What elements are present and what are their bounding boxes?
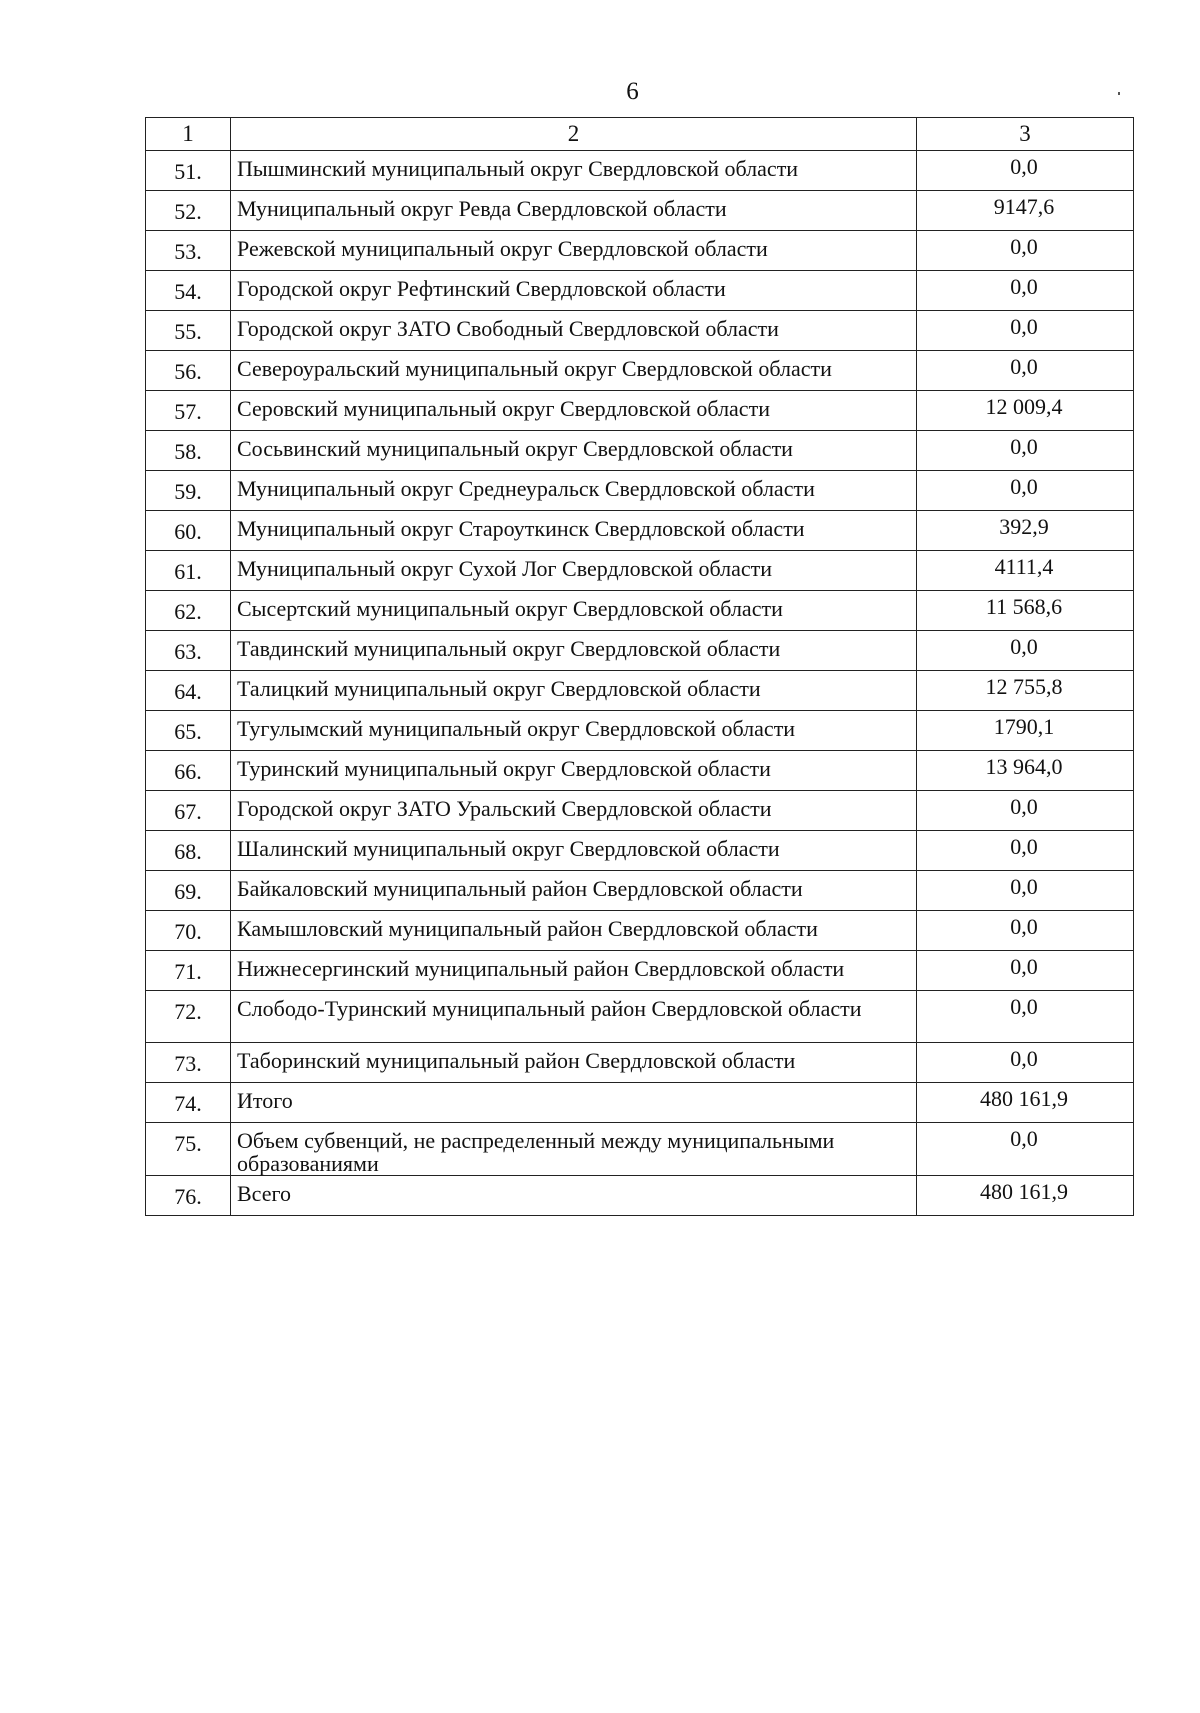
municipality-name: Городской округ Рефтинский Свердловской области — [231, 271, 917, 311]
row-number: 52. — [146, 191, 231, 231]
subvention-amount: 0,0 — [917, 951, 1134, 991]
table-row — [146, 911, 1134, 951]
table-row — [146, 631, 1134, 671]
row-number: 54. — [146, 271, 231, 311]
subvention-amount: 13 964,0 — [917, 751, 1134, 791]
column-header-value: 3 — [917, 118, 1134, 151]
table-row — [146, 351, 1134, 391]
municipality-name: Городской округ ЗАТО Уральский Свердловской области — [231, 791, 917, 831]
municipality-name: Муниципальный округ Староуткинск Свердловской области — [231, 511, 917, 551]
table-row — [146, 1176, 1134, 1216]
row-number: 63. — [146, 631, 231, 671]
municipality-name: Пышминский муниципальный округ Свердловской области — [231, 151, 917, 191]
row-number: 76. — [146, 1176, 231, 1216]
municipality-name: Объем субвенций, не распределенный между муниципальными образованиями — [231, 1123, 917, 1176]
municipality-name: Слободо-Туринский муниципальный район Свердловской области — [231, 991, 917, 1043]
municipality-name: Серовский муниципальный округ Свердловской области — [231, 391, 917, 431]
table-body — [146, 151, 1134, 1216]
row-number: 69. — [146, 871, 231, 911]
row-number: 53. — [146, 231, 231, 271]
column-header-name: 2 — [231, 118, 917, 151]
table-row — [146, 951, 1134, 991]
municipality-name: Североуральский муниципальный округ Свердловской области — [231, 351, 917, 391]
subvention-amount: 0,0 — [917, 351, 1134, 391]
municipality-name: Тавдинский муниципальный округ Свердловской области — [231, 631, 917, 671]
table-row — [146, 231, 1134, 271]
table-row — [146, 711, 1134, 751]
row-number: 70. — [146, 911, 231, 951]
municipality-name: Тугулымский муниципальный округ Свердловской области — [231, 711, 917, 751]
column-header-number: 1 — [146, 118, 231, 151]
row-number: 66. — [146, 751, 231, 791]
subvention-amount: 480 161,9 — [917, 1176, 1134, 1216]
table-row — [146, 1123, 1134, 1176]
table-header-row — [146, 118, 1134, 151]
table-row — [146, 791, 1134, 831]
table-row — [146, 471, 1134, 511]
row-number: 65. — [146, 711, 231, 751]
municipality-name: Муниципальный округ Сухой Лог Свердловской области — [231, 551, 917, 591]
table-row — [146, 431, 1134, 471]
table-row — [146, 271, 1134, 311]
subvention-amount: 9147,6 — [917, 191, 1134, 231]
table-row — [146, 751, 1134, 791]
row-number: 62. — [146, 591, 231, 631]
row-number: 55. — [146, 311, 231, 351]
row-number: 68. — [146, 831, 231, 871]
municipality-name: Камышловский муниципальный район Свердловской области — [231, 911, 917, 951]
municipality-name: Городской округ ЗАТО Свободный Свердловской области — [231, 311, 917, 351]
subvention-amount: 0,0 — [917, 431, 1134, 471]
subvention-amount: 0,0 — [917, 1123, 1134, 1176]
municipality-name: Нижнесергинский муниципальный район Свердловской области — [231, 951, 917, 991]
row-number: 72. — [146, 991, 231, 1043]
municipality-name: Талицкий муниципальный округ Свердловской области — [231, 671, 917, 711]
municipality-name: Сосьвинский муниципальный округ Свердловской области — [231, 431, 917, 471]
row-number: 57. — [146, 391, 231, 431]
row-number: 61. — [146, 551, 231, 591]
table-row — [146, 671, 1134, 711]
subvention-table — [145, 117, 1134, 1216]
table-row — [146, 1083, 1134, 1123]
municipality-name: Таборинский муниципальный район Свердловской области — [231, 1043, 917, 1083]
subvention-amount: 12 755,8 — [917, 671, 1134, 711]
row-number: 51. — [146, 151, 231, 191]
subvention-amount: 0,0 — [917, 791, 1134, 831]
row-number: 58. — [146, 431, 231, 471]
row-number: 60. — [146, 511, 231, 551]
municipality-name: Режевской муниципальный округ Свердловской области — [231, 231, 917, 271]
subvention-amount: 0,0 — [917, 1043, 1134, 1083]
table-row — [146, 391, 1134, 431]
subvention-amount: 0,0 — [917, 311, 1134, 351]
table-row — [146, 871, 1134, 911]
row-number: 56. — [146, 351, 231, 391]
subvention-amount: 0,0 — [917, 631, 1134, 671]
subvention-amount: 0,0 — [917, 871, 1134, 911]
subvention-amount: 0,0 — [917, 911, 1134, 951]
municipality-name: Всего — [231, 1176, 917, 1216]
subvention-amount: 0,0 — [917, 991, 1134, 1043]
municipality-name: Муниципальный округ Ревда Свердловской области — [231, 191, 917, 231]
row-number: 73. — [146, 1043, 231, 1083]
subvention-amount: 0,0 — [917, 471, 1134, 511]
municipality-name: Итого — [231, 1083, 917, 1123]
table-row — [146, 551, 1134, 591]
table-row — [146, 591, 1134, 631]
row-number: 74. — [146, 1083, 231, 1123]
subvention-amount: 4111,4 — [917, 551, 1134, 591]
subvention-amount: 480 161,9 — [917, 1083, 1134, 1123]
municipality-name: Муниципальный округ Среднеуральск Свердловской области — [231, 471, 917, 511]
row-number: 67. — [146, 791, 231, 831]
table-row — [146, 151, 1134, 191]
municipality-name: Туринский муниципальный округ Свердловской области — [231, 751, 917, 791]
table-row — [146, 1043, 1134, 1083]
subvention-amount: 12 009,4 — [917, 391, 1134, 431]
table-row — [146, 831, 1134, 871]
subvention-amount: 0,0 — [917, 831, 1134, 871]
subvention-amount: 0,0 — [917, 151, 1134, 191]
subvention-amount: 11 568,6 — [917, 591, 1134, 631]
municipality-name: Байкаловский муниципальный район Свердловской области — [231, 871, 917, 911]
table-row — [146, 191, 1134, 231]
scan-speck — [1118, 92, 1120, 95]
row-number: 71. — [146, 951, 231, 991]
table-row — [146, 311, 1134, 351]
table-row — [146, 511, 1134, 551]
row-number: 64. — [146, 671, 231, 711]
subvention-amount: 0,0 — [917, 271, 1134, 311]
row-number: 75. — [146, 1123, 231, 1176]
subvention-amount: 0,0 — [917, 231, 1134, 271]
municipality-name: Сысертский муниципальный округ Свердловской области — [231, 591, 917, 631]
municipality-name: Шалинский муниципальный округ Свердловской области — [231, 831, 917, 871]
row-number: 59. — [146, 471, 231, 511]
subvention-amount: 392,9 — [917, 511, 1134, 551]
table-row — [146, 991, 1134, 1043]
subvention-amount: 1790,1 — [917, 711, 1134, 751]
page-number: 6 — [626, 78, 639, 105]
